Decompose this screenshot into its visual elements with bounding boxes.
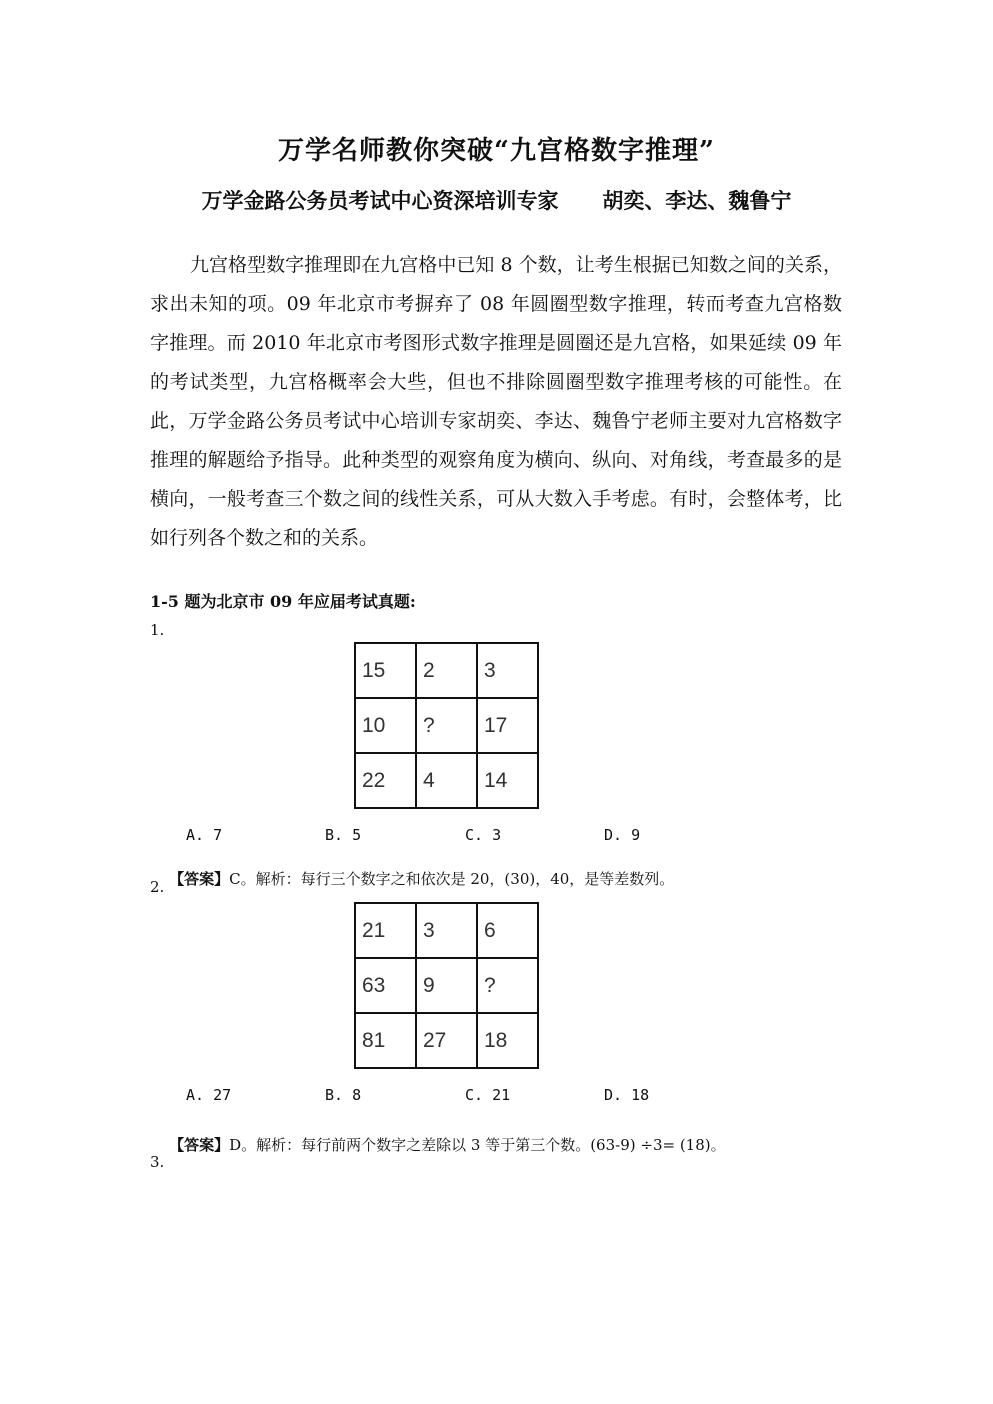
- option-a: A. 7: [186, 826, 223, 844]
- grid-cell: 4: [416, 753, 477, 808]
- number-grid: [354, 642, 539, 809]
- option-b: B. 8: [325, 1086, 362, 1104]
- option-c: C. 3: [465, 826, 502, 844]
- document-subtitle: 万学金路公务员考试中心资深培训专家 胡奕、李达、魏鲁宁: [201, 188, 792, 213]
- grid-cell: 6: [477, 903, 538, 958]
- grid-cell: 17: [477, 698, 538, 753]
- grid-cell: 15: [355, 643, 416, 698]
- option-d: D. 9: [604, 826, 641, 844]
- answer-explanation: [150, 850, 674, 907]
- grid-cell: 18: [477, 1013, 538, 1068]
- grid-cell: 22: [355, 753, 416, 808]
- grid-cell: 63: [355, 958, 416, 1013]
- answer-tag: 【答案】: [169, 870, 230, 888]
- question-number: 1.: [150, 621, 165, 639]
- question-number: 2.: [150, 878, 165, 896]
- answer-explanation: [150, 1116, 726, 1173]
- option-d: D. 18: [604, 1086, 650, 1104]
- grid-cell: 14: [477, 753, 538, 808]
- document-title: 万学名师教你突破“九宫格数字推理”: [278, 136, 715, 166]
- grid-cell: 27: [416, 1013, 477, 1068]
- grid-cell: ?: [477, 958, 538, 1013]
- option-c: C. 21: [465, 1086, 511, 1104]
- grid-cell: 81: [355, 1013, 416, 1068]
- answer-tag: 【答案】: [169, 1136, 230, 1154]
- number-grid: [354, 902, 539, 1069]
- option-b: B. 5: [325, 826, 362, 844]
- grid-cell: ?: [416, 698, 477, 753]
- section-heading: 1-5 题为北京市 09 年应届考试真题:: [150, 592, 416, 611]
- grid-cell: 21: [355, 903, 416, 958]
- answer-text: C。解析：每行三个数字之和依次是 20，(30)，40，是等差数列。: [229, 870, 675, 888]
- question-number: 3.: [150, 1153, 165, 1171]
- grid-cell: 9: [416, 958, 477, 1013]
- grid-cell: 10: [355, 698, 416, 753]
- grid-cell: 3: [477, 643, 538, 698]
- option-a: A. 27: [186, 1086, 232, 1104]
- intro-paragraph: 九宫格型数字推理即在九宫格中已知 8 个数，让考生根据已知数之间的关系，求出未知的项。09 年北京市考摒弃了 08 年圆圈型数字推理，转而考查九宫格数字推理。而 2010 年北京市考图形式数字推理是圆圈还是九宫格，如果延续 09 年的考试类型，九宫格概率会大些，但也不排除圆圈型数字推理考核的可能性。在此，万学金路公务员考试中心培训专家胡奕、李达、魏鲁宁老师主要对九宫格数字推理的解题给予指导。此种类型的观察角度为横向、纵向、对角线，考查最多的是横向，一般考查三个数之间的线性关系，可从大数入手考虑。有时，会整体考，比如行列各个数之和的关系。: [150, 254, 842, 549]
- answer-text: D。解析：每行前两个数字之差除以 3 等于第三个数。(63-9) ÷3= (18)。: [229, 1136, 726, 1154]
- grid-cell: 3: [416, 903, 477, 958]
- grid-cell: 2: [416, 643, 477, 698]
